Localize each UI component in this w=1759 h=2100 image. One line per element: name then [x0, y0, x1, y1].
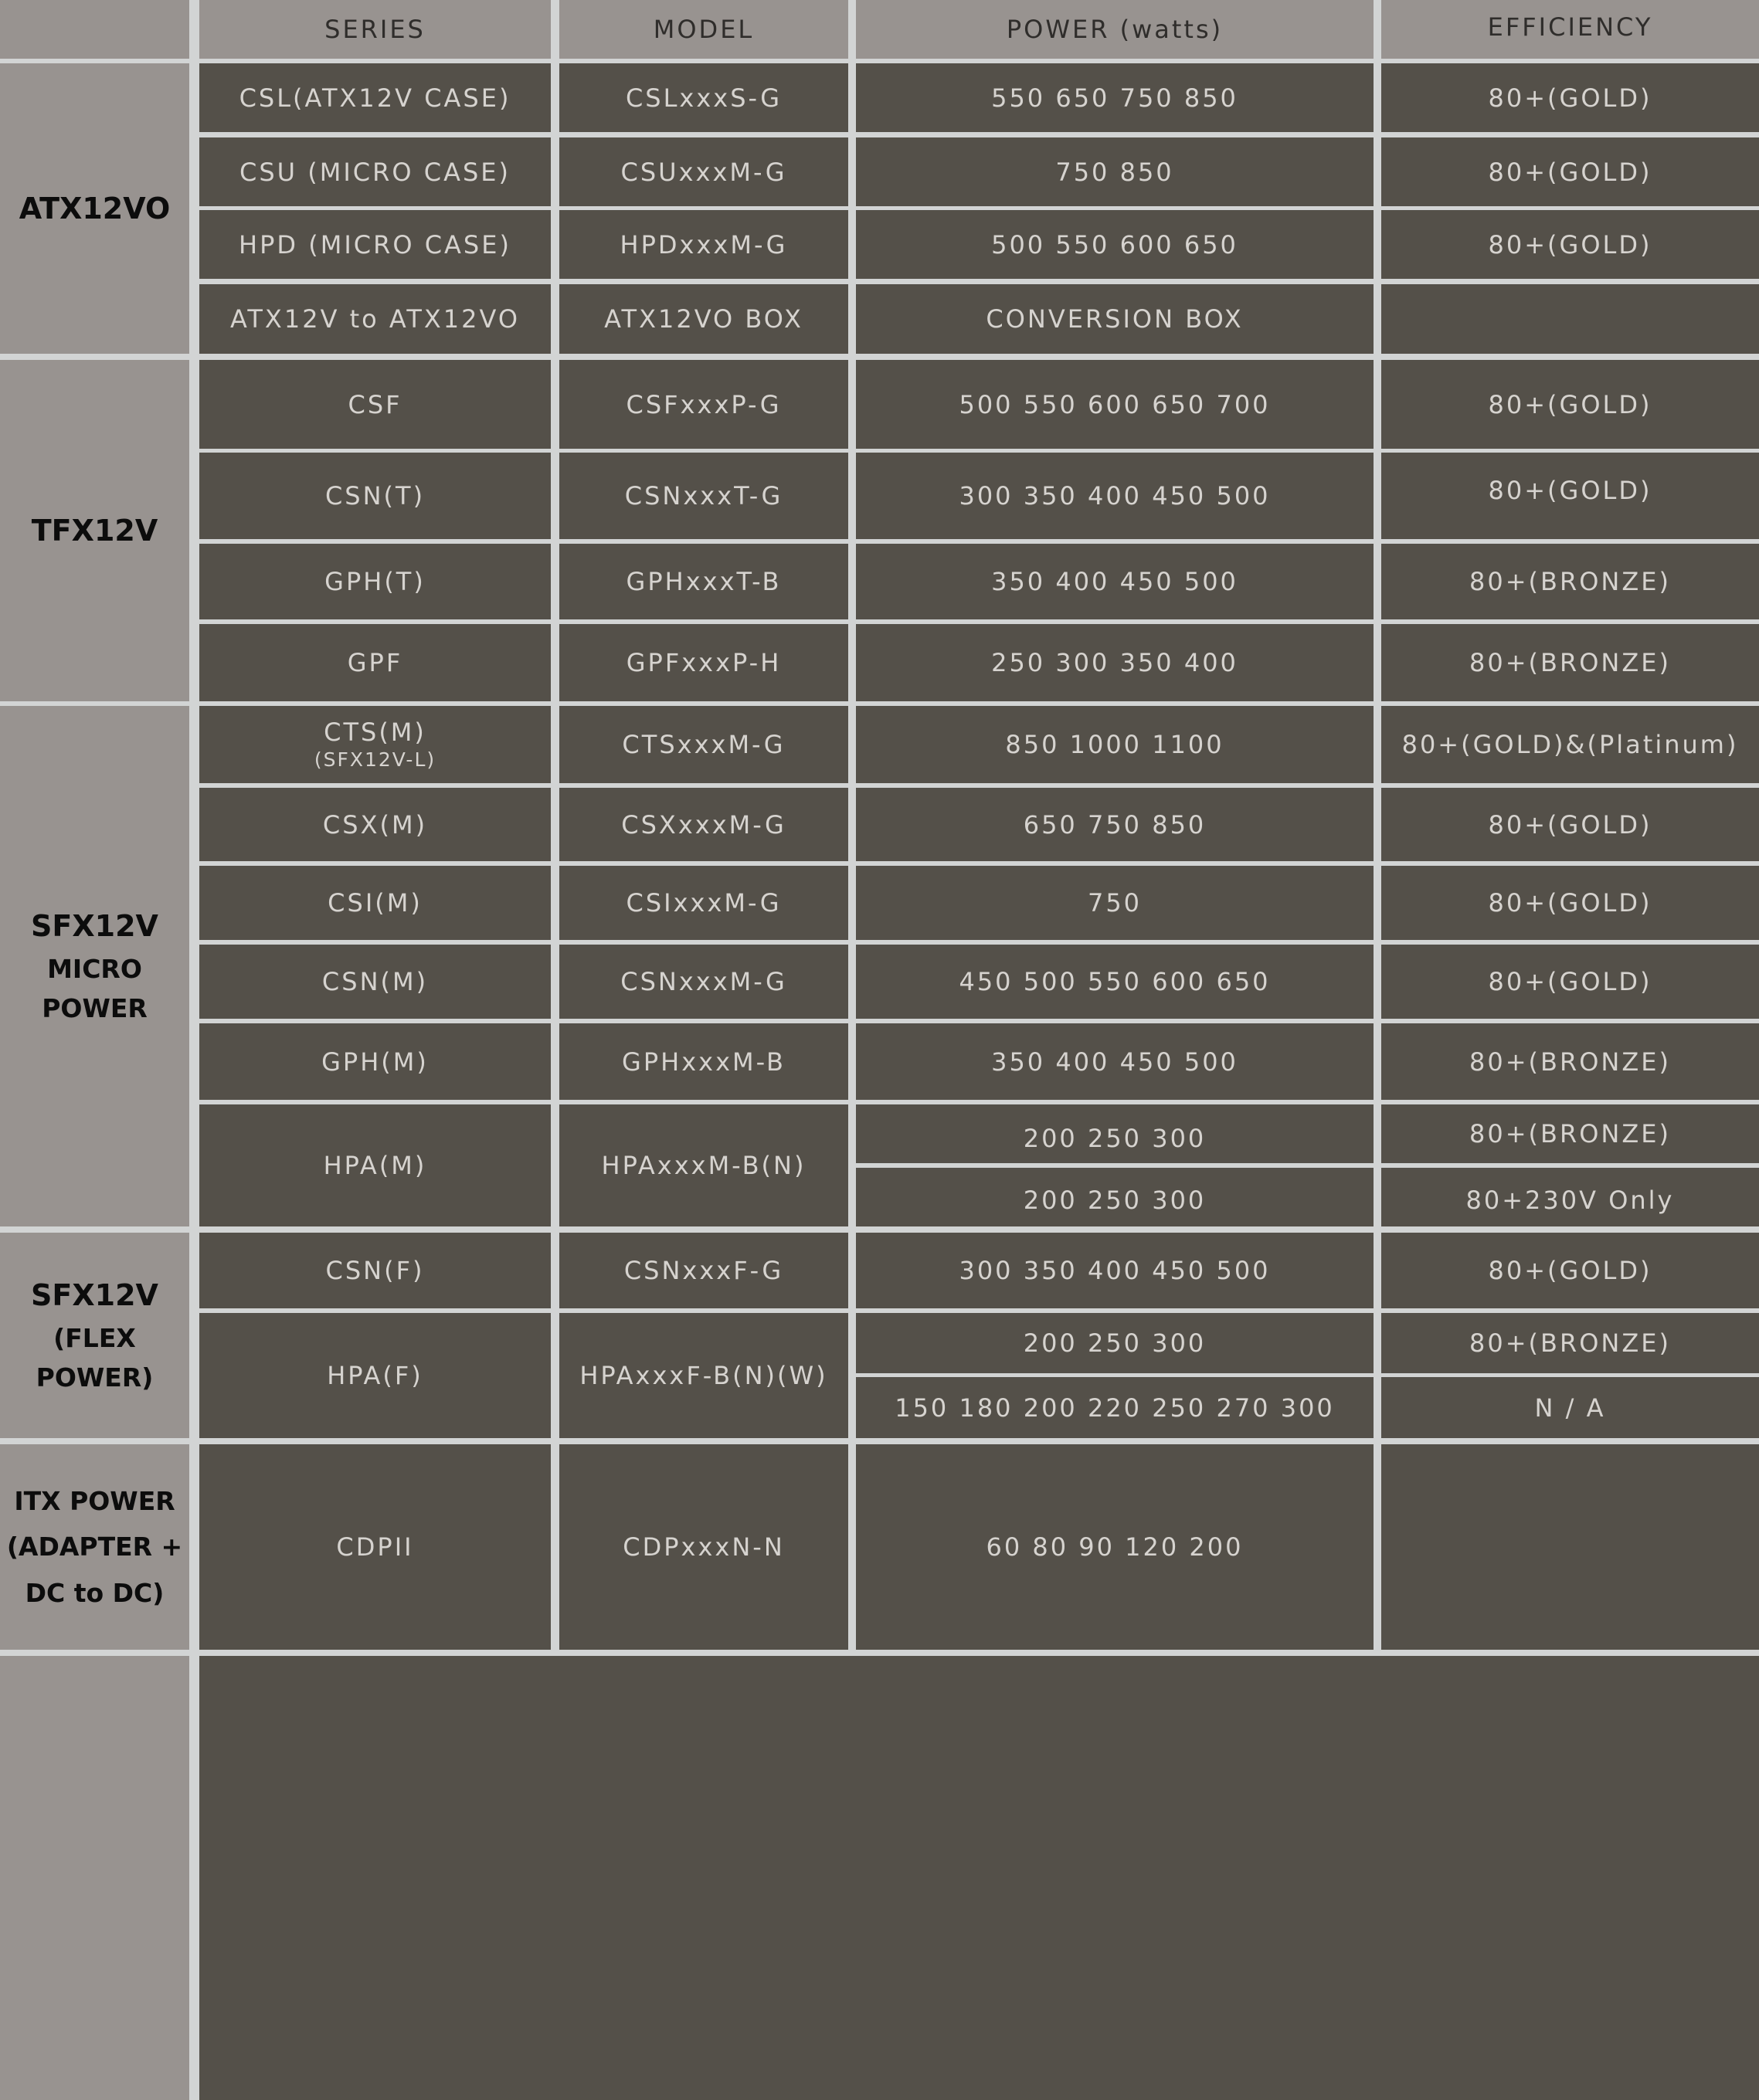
series-cell: CSN(F)	[199, 1233, 551, 1308]
category-label: POWER	[42, 993, 148, 1024]
model-cell: CSLxxxS-G	[559, 63, 848, 132]
model-cell: ATX12VO BOX	[559, 284, 848, 354]
category-sfx12v-flex	[0, 1233, 189, 1438]
header-series: SERIES	[199, 0, 551, 59]
series-cell: HPD (MICRO CASE)	[199, 210, 551, 279]
efficiency-cell: 80+(GOLD)	[1381, 945, 1759, 1019]
power-cell: 60 80 90 120 200	[856, 1444, 1374, 1650]
model-cell: CSXxxxM-G	[559, 788, 848, 861]
category-label: ITX POWER	[14, 1485, 175, 1516]
series-cell: CSI(M)	[199, 866, 551, 940]
model-cell: CSNxxxT-G	[559, 453, 848, 539]
series-cell	[199, 706, 551, 783]
model-cell: CSUxxxM-G	[559, 137, 848, 206]
series-cell: GPH(T)	[199, 544, 551, 619]
header-power: POWER (watts)	[856, 0, 1374, 59]
efficiency-cell: 80+(BRONZE)	[1381, 624, 1759, 701]
category-label: SFX12V	[31, 909, 158, 944]
efficiency-cell: 80+(GOLD)	[1381, 1233, 1759, 1308]
model-cell: GPHxxxT-B	[559, 544, 848, 619]
power-cell: 250 300 350 400	[856, 624, 1374, 701]
model-cell: CSIxxxM-G	[559, 866, 848, 940]
efficiency-cell: 80+(BRONZE)	[1381, 544, 1759, 619]
empty-category-area	[0, 1656, 189, 2100]
series-cell: ATX12V to ATX12VO	[199, 284, 551, 354]
power-cell: 200 250 300	[856, 1313, 1374, 1373]
series-cell: CSF	[199, 360, 551, 449]
series-cell: CSX(M)	[199, 788, 551, 861]
power-cell: 350 400 450 500	[856, 544, 1374, 619]
power-cell: 500 550 600 650 700	[856, 360, 1374, 449]
category-label: DC to DC)	[25, 1577, 165, 1608]
power-cell: CONVERSION BOX	[856, 284, 1374, 354]
efficiency-cell: 80+(GOLD)	[1381, 453, 1759, 539]
efficiency-cell: 80+(GOLD)	[1381, 788, 1759, 861]
power-cell: 300 350 400 450 500	[856, 453, 1374, 539]
power-cell: 650 750 850	[856, 788, 1374, 861]
model-cell: HPAxxxF-B(N)(W)	[559, 1313, 848, 1438]
empty-body-area	[199, 1656, 1759, 2100]
efficiency-cell: 80+(GOLD)	[1381, 866, 1759, 940]
model-cell: GPFxxxP-H	[559, 624, 848, 701]
efficiency-cell: 80+(GOLD)&(Platinum)	[1381, 706, 1759, 783]
power-cell: 300 350 400 450 500	[856, 1233, 1374, 1308]
efficiency-cell: 80+(BRONZE)	[1381, 1023, 1759, 1100]
model-cell: CSNxxxM-G	[559, 945, 848, 1019]
efficiency-cell: N / A	[1381, 1377, 1759, 1438]
header-model: MODEL	[559, 0, 848, 59]
series-cell: CSN(M)	[199, 945, 551, 1019]
model-cell: CSFxxxP-G	[559, 360, 848, 449]
series-cell: CSU (MICRO CASE)	[199, 137, 551, 206]
series-cell: CSN(T)	[199, 453, 551, 539]
efficiency-cell: 80+(GOLD)	[1381, 63, 1759, 132]
efficiency-cell: 80+(GOLD)	[1381, 360, 1759, 449]
efficiency-cell: 80+(BRONZE)	[1381, 1313, 1759, 1373]
power-cell: 850 1000 1100	[856, 706, 1374, 783]
category-label: (FLEX	[53, 1323, 136, 1354]
model-cell: CSNxxxF-G	[559, 1233, 848, 1308]
series-cell: CDPII	[199, 1444, 551, 1650]
power-cell: 750	[856, 866, 1374, 940]
category-label: SFX12V	[31, 1278, 158, 1313]
efficiency-cell: 80+230V Only	[1381, 1168, 1759, 1226]
category-label: TFX12V	[31, 513, 158, 548]
power-cell: 200 250 300	[856, 1168, 1374, 1226]
model-cell: GPHxxxM-B	[559, 1023, 848, 1100]
series-cell: GPF	[199, 624, 551, 701]
series-cell: GPH(M)	[199, 1023, 551, 1100]
category-itx-power	[0, 1444, 189, 1650]
power-cell: 750 850	[856, 137, 1374, 206]
category-atx12vo	[0, 63, 189, 354]
model-cell: CDPxxxN-N	[559, 1444, 848, 1650]
category-label: ATX12VO	[19, 191, 171, 226]
category-tfx12v	[0, 360, 189, 701]
header-efficiency: EFFICIENCY	[1381, 0, 1759, 59]
model-cell: HPAxxxM-B(N)	[559, 1104, 848, 1226]
series-cell: CSL(ATX12V CASE)	[199, 63, 551, 132]
model-cell: HPDxxxM-G	[559, 210, 848, 279]
series-cell: HPA(F)	[199, 1313, 551, 1438]
efficiency-cell	[1381, 284, 1759, 354]
efficiency-cell: 80+(GOLD)	[1381, 210, 1759, 279]
power-cell: 500 550 600 650	[856, 210, 1374, 279]
series-label: CTS(M)	[324, 718, 426, 748]
header-corner	[0, 0, 189, 59]
power-cell: 450 500 550 600 650	[856, 945, 1374, 1019]
category-sfx12v-micro	[0, 706, 189, 1226]
power-cell: 350 400 450 500	[856, 1023, 1374, 1100]
efficiency-cell: 80+(BRONZE)	[1381, 1104, 1759, 1163]
power-cell: 200 250 300	[856, 1104, 1374, 1163]
series-sub-label: (SFX12V-L)	[314, 748, 436, 772]
category-label: (ADAPTER +	[6, 1532, 183, 1562]
power-cell: 150 180 200 220 250 270 300	[856, 1377, 1374, 1438]
series-cell: HPA(M)	[199, 1104, 551, 1226]
model-cell: CTSxxxM-G	[559, 706, 848, 783]
category-label: MICRO	[47, 954, 142, 985]
category-label: POWER)	[36, 1362, 154, 1393]
power-cell: 550 650 750 850	[856, 63, 1374, 132]
efficiency-cell	[1381, 1444, 1759, 1650]
efficiency-cell: 80+(GOLD)	[1381, 137, 1759, 206]
